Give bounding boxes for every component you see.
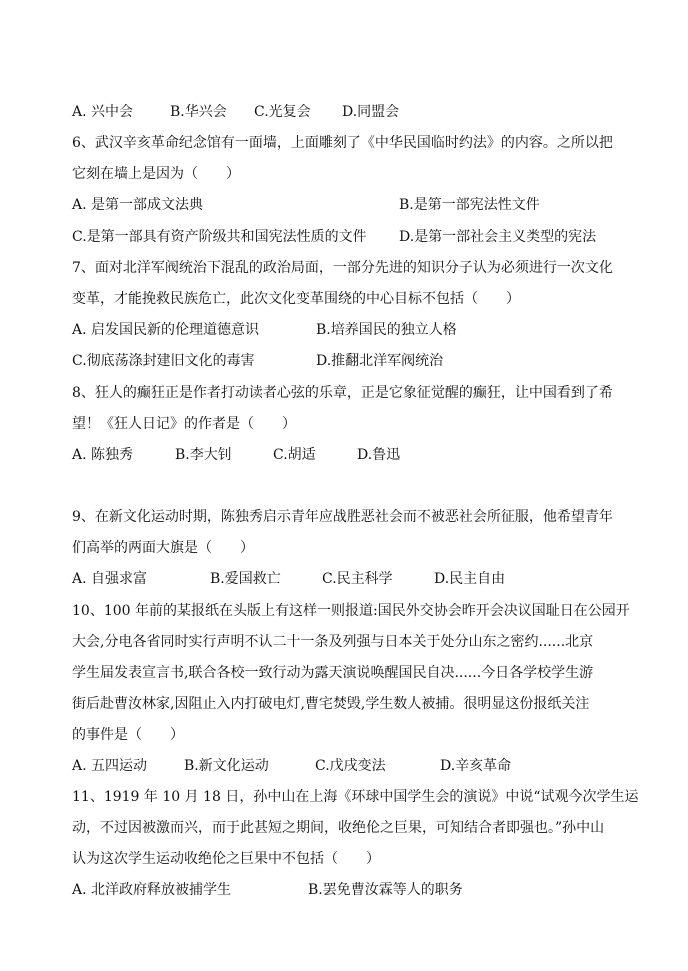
q6-option-b: B.是第一部宪法性文件 <box>399 197 540 213</box>
q6-option-d: D.是第一部社会主义类型的宪法 <box>399 229 597 245</box>
q11-stem-line1: 11、1919 年 10 月 18 日，孙中山在上海《环球中国学生会的演说》中说“试观今次学生运 <box>72 789 639 805</box>
q9-stem-line1: 9、在新文化运动时期，陈独秀启示青年应战胜恶社会而不被恶社会所征服，他希望青年 <box>72 509 613 525</box>
q9-option-c: C.民主科学 <box>322 571 393 587</box>
q11-stem-line3: 认为这次学生运动收绝伦之巨果中不包括（ ） <box>72 851 380 867</box>
q8-option-c: C.胡适 <box>273 447 316 463</box>
q8-option-a: A. 陈独秀 <box>72 447 134 463</box>
q7-stem-line1: 7、面对北洋军阀统治下混乱的政治局面，一部分先进的知识分子认为必须进行一次文化 <box>72 260 613 276</box>
q5-option-c: C.光复会 <box>254 104 311 120</box>
q7-option-b: B.培养国民的独立人格 <box>316 322 457 338</box>
q10-stem-line4: 街后赴曹汝林家,因阻止入内打破电灯,曹宅焚毁,学生数人被捕。很明显这份报纸关注 <box>72 696 590 712</box>
q6-option-c: C.是第一部具有资产阶级共和国宪法性质的文件 <box>72 229 367 245</box>
q8-stem-line1: 8、狂人的癫狂正是作者打动读者心弦的乐章，正是它象征觉醒的癫狂，让中国看到了希 <box>72 385 613 401</box>
q6-stem-line2: 它刻在墙上是因为（ ） <box>72 166 240 182</box>
q6-option-a: A. 是第一部成文法典 <box>72 197 204 213</box>
q10-stem-line5: 的事件是（ ） <box>72 727 184 743</box>
q10-stem-line1: 10、100 年前的某报纸在头版上有这样一则报道:国民外交协会昨开会决议国耻日在公园开 <box>72 603 630 619</box>
q8-stem-line2: 望！《狂人日记》的作者是（ ） <box>72 416 296 432</box>
q10-option-c: C.戊戌变法 <box>315 758 386 774</box>
q7-option-c: C.彻底荡涤封建旧文化的毒害 <box>72 353 255 369</box>
q8-option-d: D.鲁迅 <box>357 447 401 463</box>
q9-option-b: B.爱国救亡 <box>210 571 281 587</box>
q10-stem-line2: 大会,分电各省同时实行声明不认二十一条及列强与日本关于处分山东之密约......北京 <box>72 634 594 650</box>
q7-option-a: A. 启发国民新的伦理道德意识 <box>72 322 260 338</box>
q10-option-b: B.新文化运动 <box>184 758 269 774</box>
q9-option-a: A. 自强求富 <box>72 571 148 587</box>
q11-stem-line2: 动，不过因被激而兴，而于此甚短之期间，收绝伦之巨果，可知结合者即强也。”孙中山 <box>72 820 605 836</box>
q7-stem-line2: 变革，才能挽救民族危亡，此次文化变革围绕的中心目标不包括（ ） <box>72 291 520 307</box>
q10-option-a: A. 五四运动 <box>72 758 148 774</box>
q6-stem-line1: 6、武汉辛亥革命纪念馆有一面墙，上面雕刻了《中华民国临时约法》的内容。之所以把 <box>72 135 613 151</box>
q5-option-d: D.同盟会 <box>342 104 400 120</box>
q11-option-b: B.罢免曹汝霖等人的职务 <box>308 882 463 898</box>
q9-stem-line2: 们高举的两面大旗是（ ） <box>72 540 254 556</box>
q9-option-d: D.民主自由 <box>434 571 506 587</box>
q10-option-d: D.辛亥革命 <box>440 758 512 774</box>
q11-option-a: A. 北洋政府释放被捕学生 <box>72 882 232 898</box>
q5-option-b: B.华兴会 <box>170 104 227 120</box>
q10-stem-line3: 学生届发表宣言书,联合各校一致行动为露天演说唤醒国民自决......今日各学校学生游 <box>72 665 594 681</box>
q7-option-d: D.推翻北洋军阀统治 <box>316 353 444 369</box>
q5-option-a: A. 兴中会 <box>72 104 134 120</box>
q8-option-b: B.李大钊 <box>175 447 232 463</box>
